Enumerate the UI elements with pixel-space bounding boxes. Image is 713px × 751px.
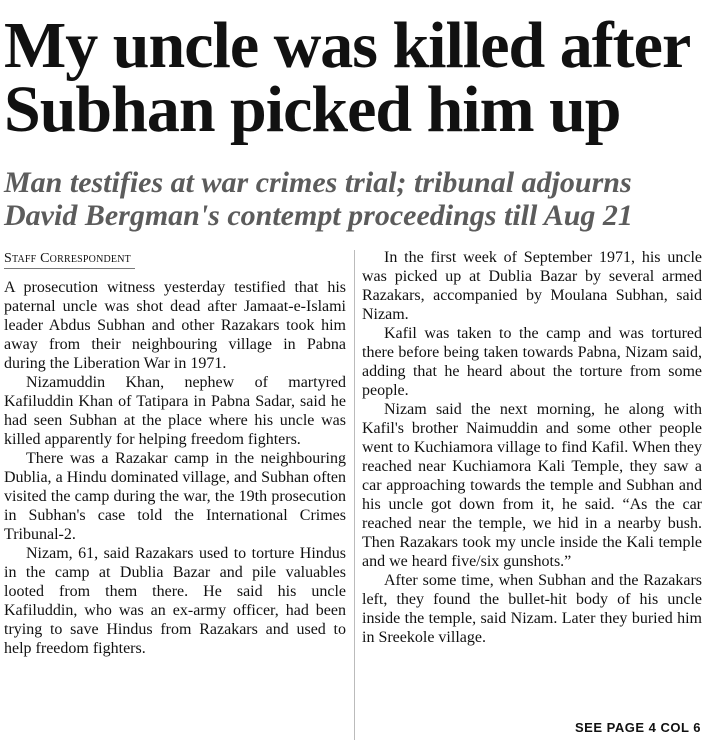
article-column-1 <box>4 248 346 658</box>
paragraph: A prosecution witness yesterday testified that his paternal uncle was shot dead after Jamaat-e-Islami leader Abdus Subhan and other Razakars took him away from their neighbouring village in Pabna during the Liberation War in 1971. <box>4 279 346 372</box>
column-divider <box>354 250 355 740</box>
subheadline <box>4 166 709 232</box>
paragraph: Nizam said the next morning, he along with Kafil's brother Naimuddin and some other people went to Kuchiamora village to find Kafil. When they reached near Kuchiamora Kali Temple, they saw a car approaching towards the temple and Subhan and his uncle got down from it, he said. “As the car reached near the temple, we hid in a nearby bush. Then Razakars took my uncle inside the Kali temple and we heard five/six gunshots.” <box>362 401 702 570</box>
subheadline-line-2: David Bergman's contempt proceedings till Aug 21 <box>4 199 633 232</box>
article-column-2 <box>362 248 702 647</box>
paragraph: In the first week of September 1971, his uncle was picked up at Dublia Bazar by several armed Razakars, accompanied by Moulana Subhan, said Nizam. <box>362 249 702 323</box>
continued-page-reference: SEE PAGE 4 COL 6 <box>574 720 701 735</box>
headline-line-1: My uncle was killed after <box>4 9 691 82</box>
subheadline-line-1: Man testifies at war crimes trial; tribunal adjourns <box>4 166 632 199</box>
headline-line-2: Subhan picked him up <box>4 73 621 146</box>
paragraph: Kafil was taken to the camp and was tortured there before being taken towards Pabna, Nizam said, adding that he heard about the torture from some people. <box>362 325 702 399</box>
paragraph: Nizamuddin Khan, nephew of martyred Kafiluddin Khan of Tatipara in Pabna Sadar, said he had seen Subhan at the place where his uncle was killed apparently for helping freedom fighters. <box>4 374 346 448</box>
byline: Staff Correspondent <box>4 249 135 269</box>
paragraph: There was a Razakar camp in the neighbouring Dublia, a Hindu dominated village, and Subhan often visited the camp during the war, the 19th prosecution in Subhan's case told the International Crimes Tribunal-2. <box>4 450 346 543</box>
paragraph: Nizam, 61, said Razakars used to torture Hindus in the camp at Dublia Bazar and pile valuables looted from them there. He said his uncle Kafiluddin, who was an ex-army officer, had been trying to save Hindus from Razakars and used to help freedom fighters. <box>4 545 346 657</box>
headline <box>4 9 709 146</box>
paragraph: After some time, when Subhan and the Razakars left, they found the bullet-hit body of his uncle inside the temple, said Nizam. Later they buried him in Sreekole village. <box>362 572 702 646</box>
